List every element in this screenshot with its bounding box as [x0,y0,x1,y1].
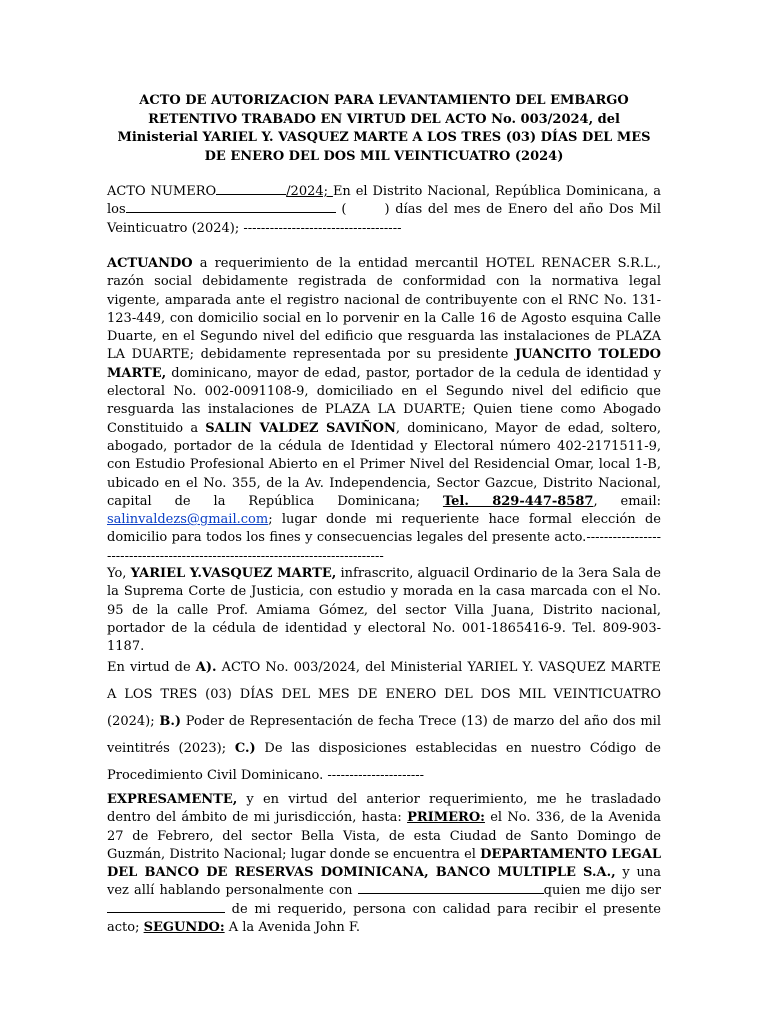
abogado-name: SALIN VALDEZ SAVIÑON [205,420,396,436]
alguacil-name: YARIEL Y.VASQUEZ MARTE, [130,566,337,581]
item-a-label: A). [195,660,217,675]
paragraph-actuando: ACTUANDO a requerimiento de la entidad mercantil HOTEL RENACER S.R.L., razón social debidamente registrada de conformidad con la normativa legal vigente, amparada ante el registro nacional de contribuyente con el RNC No. 131-123-449, con domicilio social en lo porvenir en la Calle 16 de Agosto esquina Calle Duarte, en el Segundo nivel del edificio que resguarda las instalaciones de PLAZA LA DUARTE; debidamente representada por su presidente JUANCITO TOLEDO MARTE, dominicano, mayor de edad, pastor, portador de la cedula de identidad y electoral No. 002-0091108-9, domiciliado en el Segundo nivel del edificio que resguarda las instalaciones de PLAZA LA DUARTE; Quien tiene como Abogado Constituido a SALIN VALDEZ SAVIÑON, dominicano, Mayor de edad, soltero, abogado, portador de la cédula de Identidad y Electoral número 402-2171511-9, con Estudio Profesional Abierto en el Primer Nivel del Residencial Omar, local 1-B, ubicado en el No. 355, de la Av. Independencia, Sector Gazcue, Distrito Nacional, capital de la República Dominicana; Tel. 829-447-8587, email: salinvaldezs@gmail.com; lugar donde mi requeriente hace formal elección de domicilio para todos los fines y consecuencias legales del presente acto.-------------------------------------------------------------------------------- [107,256,662,564]
day-blank [126,201,336,213]
paragraph-en-virtud: En virtud de A). ACTO No. 003/2024, del Ministerial YARIEL Y. VASQUEZ MARTE A LOS TRES (03) DÍAS DEL MES DE ENERO DEL DOS MIL VEINTICUATRO (2024); B.) Poder de Representación de fecha Trece (13) de marzo del año dos mil veintitrés (2023); C.) De las disposiciones establecidas en nuestro Código de Procedimiento Civil Dominicano. ---------------------- [107,660,662,783]
day-number-blank [346,202,384,213]
telefono: Tel. 829-447-8587 [442,493,594,509]
item-c-label: C.) [234,741,256,756]
paragraph-alguacil: Yo, YARIEL Y.VASQUEZ MARTE, infrascrito, alguacil Ordinario de la 3era Sala de la Suprema Corte de Justicia, con estudio y morada en la casa marcada con el No. 95 de la calle Prof. Amiama Gómez, del sector Villa Juana, Distrito nacional, portador de la cédula de identidad y electoral No. 001-1865416-9. Tel. 809-903-1187. [107,566,661,655]
presidente-name: JUANCITO TOLEDO MARTE, [107,347,662,381]
paragraph-acto-numero: ACTO NUMERO /2024; En el Distrito Nacional, República Dominicana, a los ( ) días del mes de Enero del año Dos Mil Veinticuatro (2024); ------------------------------------ [107,184,662,236]
banco-name: DEPARTAMENTO LEGAL DEL BANCO DE RESERVAS DOMINICANA, BANCO MULTIPLE S.A., [107,846,661,881]
document-title: ACTO DE AUTORIZACION PARA LEVANTAMIENTO DEL EMBARGO RETENTIVO TRABADO EN VIRTUD DEL ACTO No. 003/2024, del Ministerial YARIEL Y. VASQUEZ MARTE A LOS TRES (03) DÍAS DEL MES DE ENERO DEL DOS MIL VEINTICUATRO (2024) [117,93,651,164]
acto-numero-blank: /2024; [216,184,333,199]
acto-intro-text: En el Distrito Nacional, República Dominicana, a los [107,184,662,218]
expresamente-label: EXPRESAMENTE, [107,792,238,807]
acto-numero-label: ACTO NUMERO [107,184,217,199]
email-link[interactable]: salinvaldezs@gmail.com [107,512,269,528]
actuando-label: ACTUANDO [107,256,193,271]
calidad-blank [107,901,225,913]
primero-label: PRIMERO: [407,810,485,826]
paragraph-expresamente: EXPRESAMENTE, y en virtud del anterior requerimiento, me he trasladado dentro del ámbito de mi jurisdicción, hasta: PRIMERO: el No. 336, de la Avenida 27 de Febrero, del sector Bella Vista, de esta Ciudad de Santo Domingo de Guzmán, Distrito Nacional; lugar donde se encuentra el DEPARTAMENTO LEGAL DEL BANCO DE RESERVAS DOMINICANA, BANCO MULTIPLE S.A., y una vez allí hablando personalmente con quien me dijo ser de mi requerido, persona con calidad para recibir el presente acto; SEGUNDO: A la Avenida John F. [107,792,662,936]
segundo-label: SEGUNDO: [143,920,225,936]
item-b-label: B.) [159,714,182,729]
persona-blank [358,882,544,894]
